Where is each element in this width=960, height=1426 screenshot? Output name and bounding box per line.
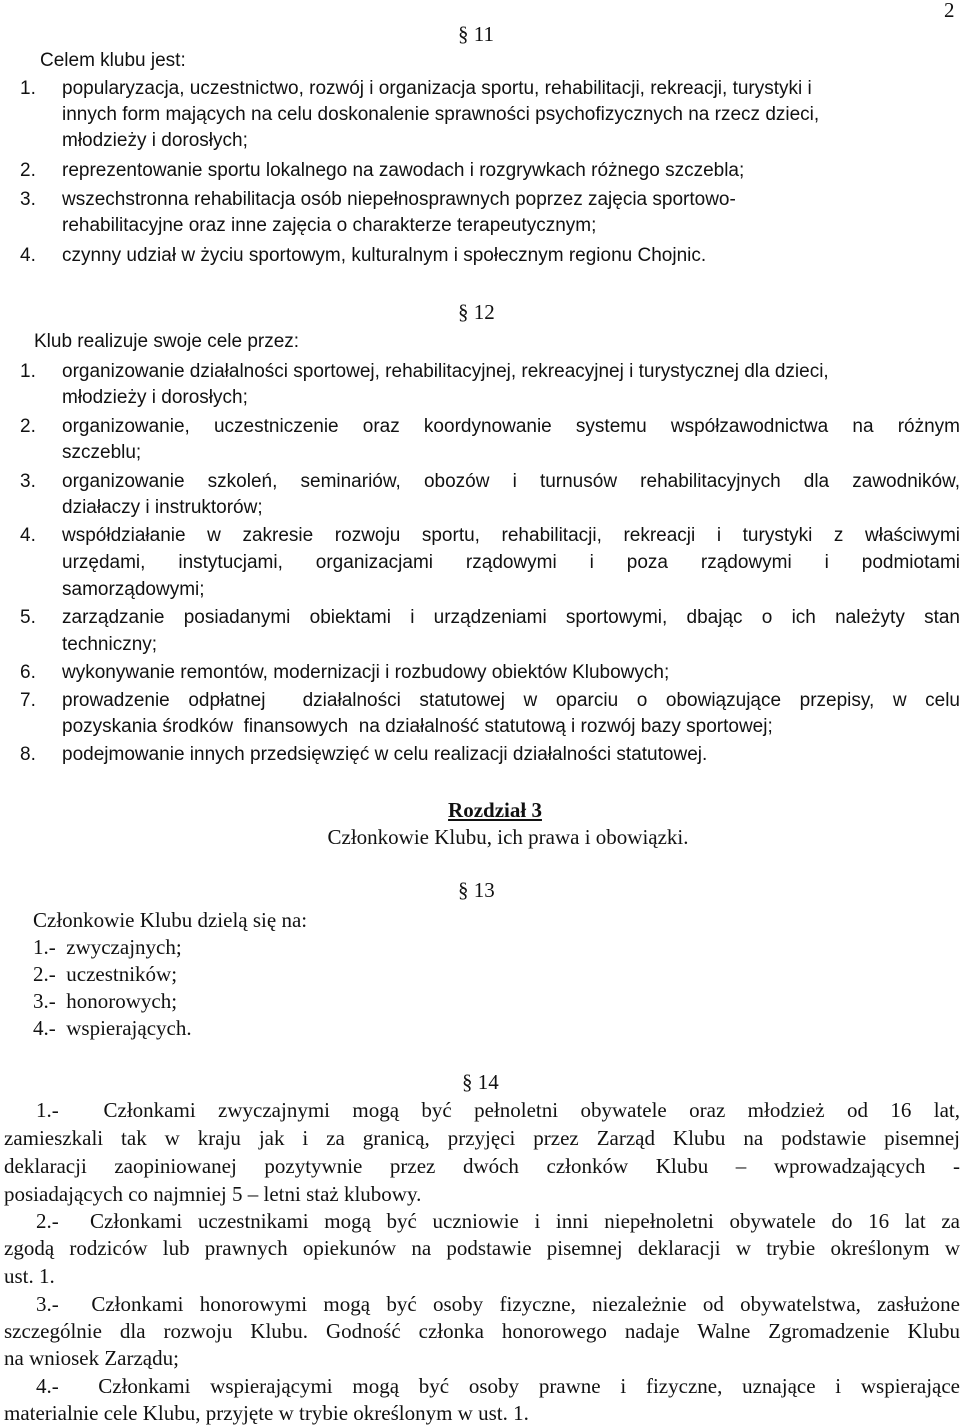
s14-para-4-line-2: materialnie cele Klubu, przyjęte w trybie określonym w ust. 1.: [4, 1401, 529, 1425]
s12-item-1-number: 1.: [20, 361, 36, 382]
s11-item-3-number: 3.: [20, 189, 36, 210]
section-12-mark: § 12: [458, 300, 495, 324]
s14-para-2-line-3: ust. 1.: [4, 1264, 55, 1288]
chapter-subtitle: Członkowie Klubu, ich prawa i obowiązki.: [327, 825, 689, 849]
s11-item-1-line-1: popularyzacja, uczestnictwo, rozwój i organizacja sportu, rehabilitacji, rekreacji, turystyki i: [62, 78, 812, 99]
section-13-mark: § 13: [458, 878, 495, 902]
s14-para-2-line-1: 2.- Członkami uczestnikami mogą być uczniowie i inni niepełnoletni obywatele do 16 lat za: [36, 1209, 960, 1233]
s12-item-3-line-1: organizowanie szkoleń, seminariów, obozów i turnusów rehabilitacyjnych dla zawodników,: [62, 471, 960, 492]
s12-item-6-number: 6.: [20, 662, 36, 683]
s12-item-4-line-2: urzędami, instytucjami, organizacjami rządowymi i poza rządowymi i podmiotami: [62, 552, 960, 573]
s14-para-2-line-2: zgodą rodziców lub prawnych opiekunów na podstawie pisemnej deklaracji w trybie określonym w: [4, 1236, 960, 1260]
s12-item-3-number: 3.: [20, 471, 36, 492]
s12-item-4-line-3: samorządowymi;: [62, 579, 205, 600]
s11-item-1-line-2: innych form mających na celu doskonalenie sprawności psychofizycznych na rzecz dzieci,: [62, 104, 820, 125]
s12-item-5-line-2: techniczny;: [62, 634, 158, 655]
s14-para-4-line-1: 4.- Członkami wspierającymi mogą być osoby prawne i fizyczne, uznające i wspierające: [36, 1374, 960, 1398]
s12-item-2-line-1: organizowanie, uczestniczenie oraz koordynowanie systemu współzawodnictwa na różnym: [62, 416, 960, 437]
s14-para-1-line-2: zamieszkali tak w kraju jak i za granicą, przyjęci przez Zarząd Klubu na podstawie pisemnej: [4, 1126, 960, 1150]
s13-item-3: 3.- honorowych;: [33, 989, 178, 1013]
s12-item-8-line-1: podejmowanie innych przedsięwzięć w celu realizacji działalności statutowej.: [62, 744, 708, 765]
s12-item-1-line-2: młodzieży i dorosłych;: [62, 387, 248, 408]
s14-para-3-line-1: 3.- Członkami honorowymi mogą być osoby fizyczne, niezależnie od obywatelstwa, zasłużone: [36, 1292, 960, 1316]
s11-item-3-line-1: wszechstronna rehabilitacja osób niepełnosprawnych poprzez zajęcia sportowo-: [62, 189, 736, 210]
s11-item-4-line-1: czynny udział w życiu sportowym, kulturalnym i społecznym regionu Chojnic.: [62, 245, 707, 266]
section-11-mark: § 11: [458, 22, 494, 46]
chapter-title: Rozdział 3: [448, 798, 542, 822]
s11-item-1-number: 1.: [20, 78, 36, 99]
s12-item-3-line-2: działaczy i instruktorów;: [62, 497, 263, 518]
s12-item-4-line-1: współdziałanie w zakresie rozwoju sportu, rehabilitacji, rekreacji i turystyki z właściwymi: [62, 525, 960, 546]
s14-para-1-line-3: deklaracji zaopiniowanej pozytywnie przez dwóch członków Klubu – wprowadzających -: [4, 1154, 960, 1178]
s14-para-3-line-2: szczególnie dla rozwoju Klubu. Godność członka honorowego nadaje Walne Zgromadzenie Klubu: [4, 1319, 960, 1343]
s12-item-2-number: 2.: [20, 416, 36, 437]
section-12-intro: Klub realizuje swoje cele przez:: [34, 331, 300, 352]
s12-item-8-number: 8.: [20, 744, 36, 765]
section-14-mark: § 14: [462, 1070, 499, 1094]
s13-item-4: 4.- wspierających.: [33, 1016, 192, 1040]
s12-item-7-line-1: prowadzenie odpłatnej działalności statutowej w oparciu o obowiązujące przepisy, w celu: [62, 690, 960, 711]
s11-item-1-line-3: młodzieży i dorosłych;: [62, 130, 248, 151]
section-11-intro: Celem klubu jest:: [40, 50, 186, 71]
s12-item-5-line-1: zarządzanie posiadanymi obiektami i urządzeniami sportowymi, dbając o ich należyty stan: [62, 607, 960, 628]
s14-para-1-line-4: posiadających co najmniej 5 – letni staż klubowy.: [4, 1182, 422, 1206]
s12-item-5-number: 5.: [20, 607, 36, 628]
s14-para-1-line-1: 1.- Członkami zwyczajnymi mogą być pełnoletni obywatele oraz młodzież od 16 lat,: [36, 1098, 960, 1122]
page-number: 2: [944, 0, 955, 22]
s13-item-1: 1.- zwyczajnych;: [33, 935, 182, 959]
s12-item-1-line-1: organizowanie działalności sportowej, rehabilitacyjnej, rekreacyjnej i turystycznej dla dzieci,: [62, 361, 829, 382]
s11-item-2-number: 2.: [20, 160, 36, 181]
s11-item-3-line-2: rehabilitacyjne oraz inne zajęcia o charakterze terapeutycznym;: [62, 215, 597, 236]
s14-para-3-line-3: na wniosek Zarządu;: [4, 1346, 179, 1370]
s11-item-4-number: 4.: [20, 245, 36, 266]
s12-item-4-number: 4.: [20, 525, 36, 546]
section-13-intro: Członkowie Klubu dzielą się na:: [33, 908, 308, 932]
s12-item-7-number: 7.: [20, 690, 36, 711]
s12-item-7-line-2: pozyskania środków finansowych na działalność statutową i rozwój bazy sportowej;: [62, 716, 773, 737]
s12-item-6-line-1: wykonywanie remontów, modernizacji i rozbudowy obiektów Klubowych;: [62, 662, 670, 683]
s11-item-2-line-1: reprezentowanie sportu lokalnego na zawodach i rozgrywkach różnego szczebla;: [62, 160, 745, 181]
s12-item-2-line-2: szczeblu;: [62, 442, 142, 463]
s13-item-2: 2.- uczestników;: [33, 962, 178, 986]
